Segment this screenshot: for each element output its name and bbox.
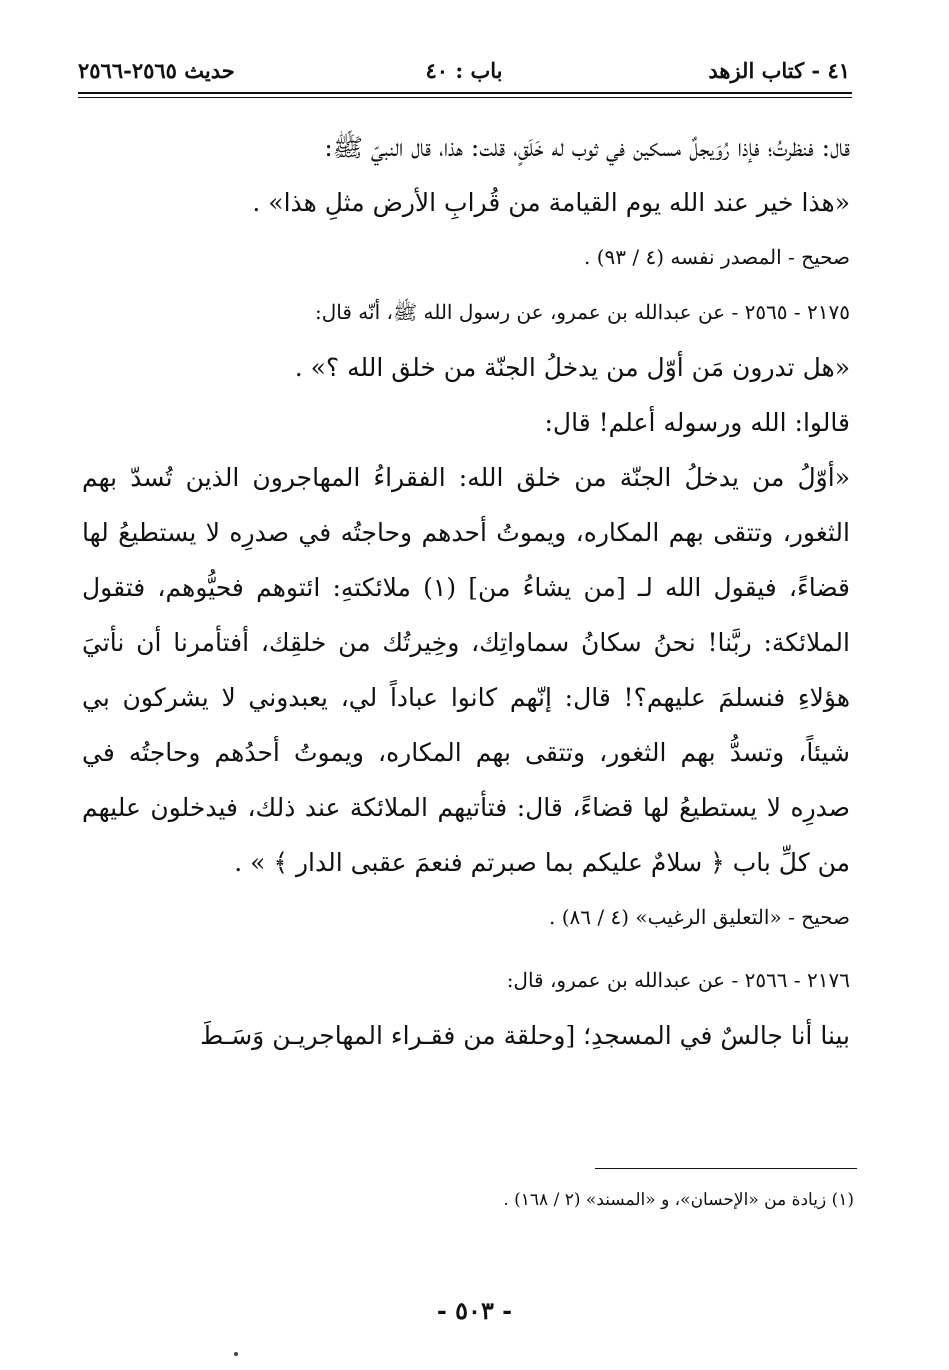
- long-quote: «أوّلُ من يدخلُ الجنّة من خلق الله: الفقراءُ المهاجرون الذين تُسدّ بهم الثغور، وتتقى بهم المكاره، ويموتُ أحدهم وحاجتُه في صدرِه لا يستطيعُ لها قضاءً، فيقول الله لـ [من يشاءُ من] (١) ملائكتهِ: ائتوهم فحيُّوهم، فتقول الملائكة: ربَّنا! نحنُ سكانُ سماواتِك، وخِيرتُك من خلقِك، أفتأمرنا أن نأتيَ هؤلاءِ فنسلمَ عليهم؟! قال: إنّهم كانوا عباداً لي، يعبدوني لا يشركون بي شيئاً، وتسدُّ بهم الثغور، وتتقى بهم المكاره، ويموتُ أحدُهم وحاجتُه في صدرِه لا يستطيعُ لها قضاءً، قال: فتأتيهم الملائكة عند ذلك، فيدخلون عليهم من كلِّ باب ﴿ سلامٌ عليكم بما صبرتم فنعمَ عقبى الدار ﴾ » .: [82, 463, 851, 877]
- footnote-rule: [595, 1168, 857, 1169]
- main-text: [82, 120, 850, 1063]
- scan-speck: [234, 1352, 238, 1356]
- hadith-heading: ٢١٧٥ - ٢٥٦٥ - عن عبدالله بن عمرو، عن رسول الله ﷺ، أنّه قال:: [315, 300, 850, 324]
- page-number: - ٥٠٣ -: [436, 1296, 513, 1325]
- grading: صحيح - «التعليق الرغيب» (٤ / ٨٦) .: [548, 905, 850, 929]
- footnote: (١) زيادة من «الإحسان»، و «المسند» (٢ / ١٦٨) .: [503, 1190, 854, 1210]
- header-rule-thin: [78, 97, 852, 98]
- header-rule: [78, 92, 852, 94]
- hadith-heading: ٢١٧٦ - ٢٥٦٦ - عن عبدالله بن عمرو، قال:: [506, 968, 850, 992]
- grading: صحيح - المصدر نفسه (٤ / ٩٣) .: [583, 245, 850, 269]
- hadith-range: حديث ٢٥٦٥-٢٥٦٦: [78, 58, 235, 83]
- paragraph: بينا أنا جالسٌ في المسجدِ؛ [وحلقة من فقـراء المهاجريـن وَسَـطَ: [200, 1021, 850, 1050]
- paragraph: قالوا: الله ورسوله أعلم! قال:: [544, 408, 850, 437]
- running-header: [78, 52, 850, 94]
- quote: «هذا خير عند الله يوم القيامة من قُرابِ الأرض مثلِ هذا» .: [252, 188, 850, 217]
- section-title: باب : ٤٠: [425, 58, 503, 83]
- paragraph: قال: فنظرتُ؛ فإذا رُوَيجلٌ مسكين في ثوب له خَلَقٍ، قلت: هذا، قال النبيّ ﷺ:: [324, 133, 850, 162]
- chapter-title: ٤١ - كتاب الزهد: [708, 58, 850, 83]
- spacer: [82, 945, 850, 953]
- quote: «هل تدرون مَن أوّل من يدخلُ الجنّة من خلق الله ؟» .: [294, 353, 850, 382]
